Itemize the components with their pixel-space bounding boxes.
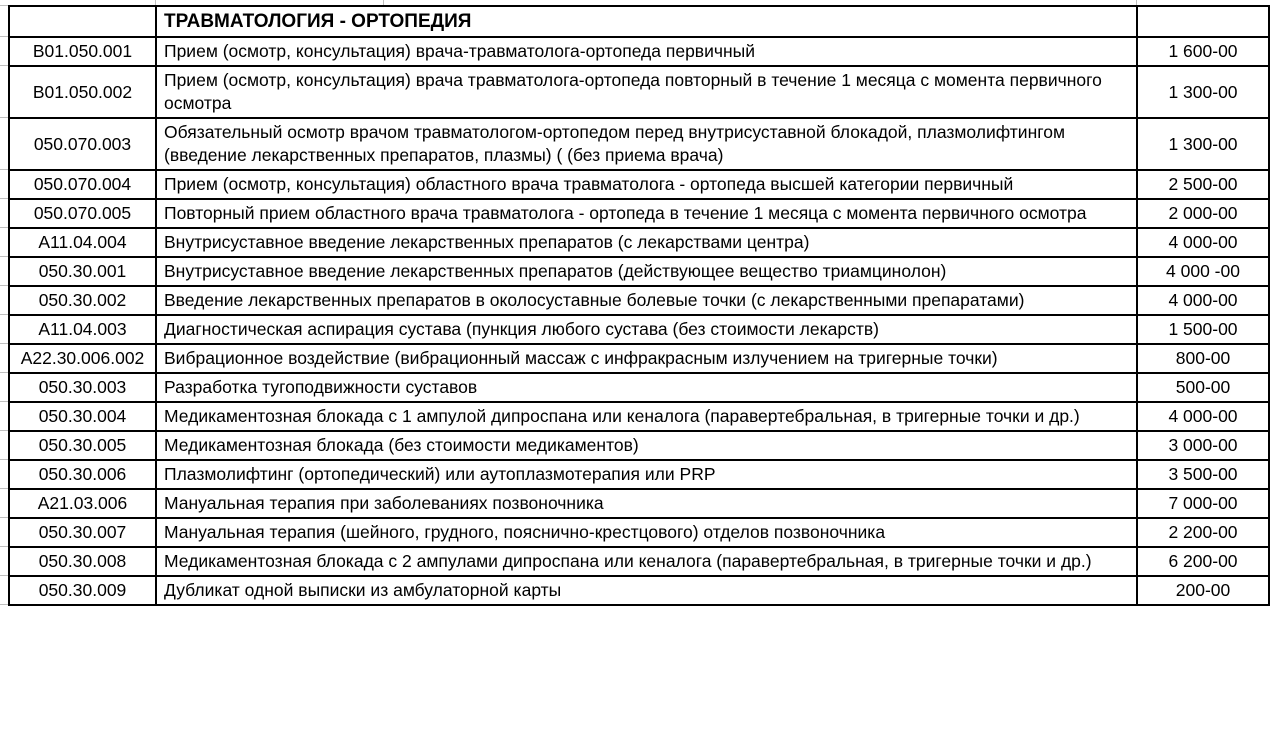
service-code-cell: A22.30.006.002 — [9, 344, 156, 373]
table-row — [9, 489, 1269, 518]
table-header-row — [9, 6, 1269, 37]
table-row — [9, 576, 1269, 605]
table-row — [9, 199, 1269, 228]
service-description-cell: Мануальная терапия (шейного, грудного, пояснично-крестцового) отделов позвоночника — [156, 518, 1137, 547]
service-code-cell: 050.30.003 — [9, 373, 156, 402]
service-price-cell: 7 000-00 — [1137, 489, 1269, 518]
service-description-cell: Обязательный осмотр врачом травматологом-ортопедом перед внутрисуставной блокадой, плазмолифтингом (введение лекарственных препаратов, плазмы) ( (без приема врача) — [156, 118, 1137, 170]
table-row — [9, 66, 1269, 118]
service-description-cell: Прием (осмотр, консультация) областного врача травматолога - ортопеда высшей категории первичный — [156, 170, 1137, 199]
gridline-stub — [0, 65, 8, 66]
gridline-stub — [0, 343, 8, 344]
service-code-cell: 050.070.003 — [9, 118, 156, 170]
table-row — [9, 315, 1269, 344]
table-row — [9, 547, 1269, 576]
table-row — [9, 118, 1269, 170]
service-code-cell: 050.30.006 — [9, 460, 156, 489]
table-row — [9, 170, 1269, 199]
gridline-stub — [0, 372, 8, 373]
service-price-cell: 4 000-00 — [1137, 228, 1269, 257]
service-price-cell: 4 000-00 — [1137, 286, 1269, 315]
table-row — [9, 518, 1269, 547]
table-row — [9, 431, 1269, 460]
service-description-cell: Диагностическая аспирация сустава (пункция любого сустава (без стоимости лекарств) — [156, 315, 1137, 344]
gridline-stub — [0, 575, 8, 576]
table-row — [9, 344, 1269, 373]
service-price-cell: 800-00 — [1137, 344, 1269, 373]
service-code-cell: 050.070.004 — [9, 170, 156, 199]
service-code-cell: 050.30.004 — [9, 402, 156, 431]
table-row — [9, 373, 1269, 402]
service-price-cell: 3 500-00 — [1137, 460, 1269, 489]
service-price-cell: 6 200-00 — [1137, 547, 1269, 576]
service-price-cell: 200-00 — [1137, 576, 1269, 605]
service-description-cell: Дубликат одной выписки из амбулаторной карты — [156, 576, 1137, 605]
service-price-cell: 2 200-00 — [1137, 518, 1269, 547]
table-row — [9, 37, 1269, 66]
service-description-cell: Мануальная терапия при заболеваниях позвоночника — [156, 489, 1137, 518]
section-title: ТРАВМАТОЛОГИЯ - ОРТОПЕДИЯ — [156, 6, 1137, 37]
service-code-cell: 050.30.001 — [9, 257, 156, 286]
service-description-cell: Прием (осмотр, консультация) врача-травматолога-ортопеда первичный — [156, 37, 1137, 66]
table-row — [9, 257, 1269, 286]
table-row — [9, 228, 1269, 257]
gridline-stub — [0, 256, 8, 257]
service-description-cell: Медикаментозная блокада с 2 ампулами дипроспана или кеналога (паравертебральная, в тригерные точки и др.) — [156, 547, 1137, 576]
gridline-stub — [0, 117, 8, 118]
gridline-stub — [0, 401, 8, 402]
service-description-cell: Вибрационное воздействие (вибрационный массаж с инфракрасным излучением на тригерные точки) — [156, 344, 1137, 373]
service-description-cell: Повторный прием областного врача травматолога - ортопеда в течение 1 месяца с момента первичного осмотра — [156, 199, 1137, 228]
gridline-stub — [155, 0, 156, 5]
service-price-cell: 2 500-00 — [1137, 170, 1269, 199]
table-row — [9, 402, 1269, 431]
service-description-cell: Внутрисуставное введение лекарственных препаратов (действующее вещество триамцинолон) — [156, 257, 1137, 286]
service-code-cell: B01.050.001 — [9, 37, 156, 66]
price-table — [8, 5, 1270, 606]
gridline-stub — [0, 36, 8, 37]
service-description-cell: Внутрисуставное введение лекарственных препаратов (с лекарствами центра) — [156, 228, 1137, 257]
table-row — [9, 286, 1269, 315]
gridline-stub — [0, 314, 8, 315]
gridline-stub — [0, 5, 8, 6]
gridline-stub — [0, 227, 8, 228]
service-price-cell: 500-00 — [1137, 373, 1269, 402]
table-row — [9, 460, 1269, 489]
table-body — [9, 37, 1269, 605]
header-price-cell — [1137, 6, 1269, 37]
gridline-stub — [0, 517, 8, 518]
service-description-cell: Введение лекарственных препаратов в околосуставные болевые точки (с лекарственными препаратами) — [156, 286, 1137, 315]
service-description-cell: Плазмолифтинг (ортопедический) или аутоплазмотерапия или PRP — [156, 460, 1137, 489]
service-description-cell: Прием (осмотр, консультация) врача травматолога-ортопеда повторный в течение 1 месяца с момента первичного осмотра — [156, 66, 1137, 118]
service-code-cell: 050.30.002 — [9, 286, 156, 315]
header-code-cell — [9, 6, 156, 37]
gridline-stub — [383, 0, 384, 5]
service-code-cell: 050.30.008 — [9, 547, 156, 576]
service-code-cell: A11.04.004 — [9, 228, 156, 257]
gridline-stub — [0, 285, 8, 286]
service-code-cell: 050.070.005 — [9, 199, 156, 228]
service-code-cell: 050.30.009 — [9, 576, 156, 605]
service-code-cell: A11.04.003 — [9, 315, 156, 344]
gridline-stub — [0, 604, 8, 605]
gridline-stub — [0, 198, 8, 199]
service-price-cell: 2 000-00 — [1137, 199, 1269, 228]
service-description-cell: Медикаментозная блокада с 1 ампулой дипроспана или кеналога (паравертебральная, в тригерные точки и др.) — [156, 402, 1137, 431]
service-price-cell: 4 000 -00 — [1137, 257, 1269, 286]
gridline-stub — [0, 430, 8, 431]
gridline-stub — [0, 459, 8, 460]
service-description-cell: Разработка тугоподвижности суставов — [156, 373, 1137, 402]
gridline-stub — [0, 546, 8, 547]
gridline-stub — [1136, 0, 1137, 5]
service-code-cell: B01.050.002 — [9, 66, 156, 118]
service-description-cell: Медикаментозная блокада (без стоимости медикаментов) — [156, 431, 1137, 460]
service-price-cell: 1 600-00 — [1137, 37, 1269, 66]
service-price-cell: 1 300-00 — [1137, 66, 1269, 118]
service-code-cell: A21.03.006 — [9, 489, 156, 518]
service-code-cell: 050.30.007 — [9, 518, 156, 547]
service-price-cell: 4 000-00 — [1137, 402, 1269, 431]
service-code-cell: 050.30.005 — [9, 431, 156, 460]
gridline-stub — [0, 169, 8, 170]
gridline-stub — [0, 488, 8, 489]
service-price-cell: 1 300-00 — [1137, 118, 1269, 170]
service-price-cell: 3 000-00 — [1137, 431, 1269, 460]
service-price-cell: 1 500-00 — [1137, 315, 1269, 344]
